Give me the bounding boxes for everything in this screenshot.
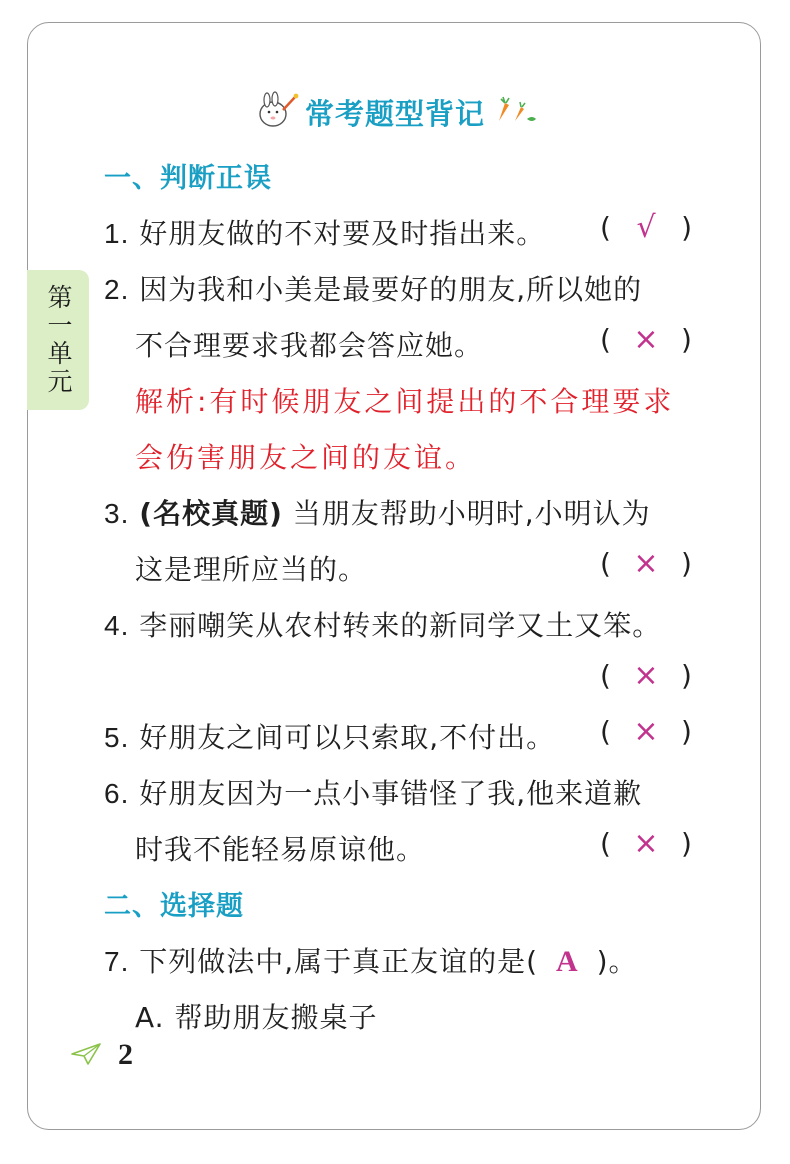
carrot-icon (491, 95, 537, 129)
question-text: 下列做法中,属于真正友谊的是( (139, 945, 539, 978)
answer-box-1 (600, 210, 692, 245)
cross-mark: × (633, 322, 659, 357)
bunny-painter-icon (253, 90, 299, 134)
question-number: 5. (104, 722, 130, 753)
close-paren: ) (681, 659, 692, 692)
analysis-line-1: 解析:有时候朋友之间提出的不合理要求 (135, 385, 675, 418)
question-4 (104, 604, 661, 644)
header-title: 常考题型背记 (304, 96, 485, 131)
question-text: 李丽嘲笑从农村转来的新同学又土又笨。 (139, 609, 662, 642)
question-7 (104, 940, 638, 980)
question-number: 1. (104, 218, 130, 249)
cross-mark: × (633, 546, 659, 581)
cross-mark: × (633, 658, 659, 693)
question-number: 2. (104, 274, 130, 305)
section-title-judge: 一、判断正误 (104, 163, 272, 194)
analysis-line-2: 会伤害朋友之间的友谊。 (135, 441, 477, 474)
open-paren: ( (600, 547, 611, 580)
question-2-line-1 (104, 268, 642, 308)
answer-letter: A (556, 945, 579, 978)
page-number: 2 (118, 1038, 133, 1071)
question-number: 3. (104, 498, 130, 529)
question-text: 因为我和小美是最要好的朋友,所以她的 (139, 273, 643, 306)
cross-mark: × (633, 714, 659, 749)
open-paren: ( (600, 715, 611, 748)
close-paren: ) (681, 715, 692, 748)
unit-tab: 第一单元 (27, 270, 89, 410)
question-text-end: )。 (596, 945, 638, 978)
question-5 (104, 716, 555, 756)
cross-mark: × (633, 826, 659, 861)
question-text: 当朋友帮助小明时,小明认为 (292, 497, 651, 530)
check-mark: √ (636, 210, 656, 245)
open-paren: ( (600, 323, 611, 356)
close-paren: ) (681, 547, 692, 580)
header (0, 90, 790, 134)
question-3-line-2: 这是理所应当的。 (135, 553, 368, 586)
question-text: 好朋友做的不对要及时指出来。 (139, 217, 546, 250)
open-paren: ( (600, 827, 611, 860)
question-number: 6. (104, 778, 130, 809)
open-paren: ( (600, 659, 611, 692)
close-paren: ) (681, 211, 692, 244)
open-paren: ( (600, 211, 611, 244)
answer-box-2 (600, 322, 692, 357)
question-text: 好朋友之间可以只索取,不付出。 (139, 721, 556, 754)
question-2-line-2: 不合理要求我都会答应她。 (135, 329, 484, 362)
question-number: 7. (104, 946, 130, 977)
answer-box-4 (600, 658, 692, 693)
question-1 (104, 212, 545, 252)
close-paren: ) (681, 323, 692, 356)
option-a: A. 帮助朋友搬桌子 (135, 1001, 378, 1034)
paper-plane-icon (70, 1042, 102, 1070)
answer-box-3 (600, 546, 692, 581)
question-text: 好朋友因为一点小事错怪了我,他来道歉 (139, 777, 643, 810)
question-3-line-1 (104, 492, 651, 532)
question-number: 4. (104, 610, 130, 641)
section-title-choice: 二、选择题 (104, 891, 244, 922)
close-paren: ) (681, 827, 692, 860)
answer-box-5 (600, 714, 692, 749)
answer-box-6 (600, 826, 692, 861)
source-tag: (名校真题) (139, 497, 283, 530)
question-6-line-2: 时我不能轻易原谅他。 (135, 833, 426, 866)
question-6-line-1 (104, 772, 642, 812)
